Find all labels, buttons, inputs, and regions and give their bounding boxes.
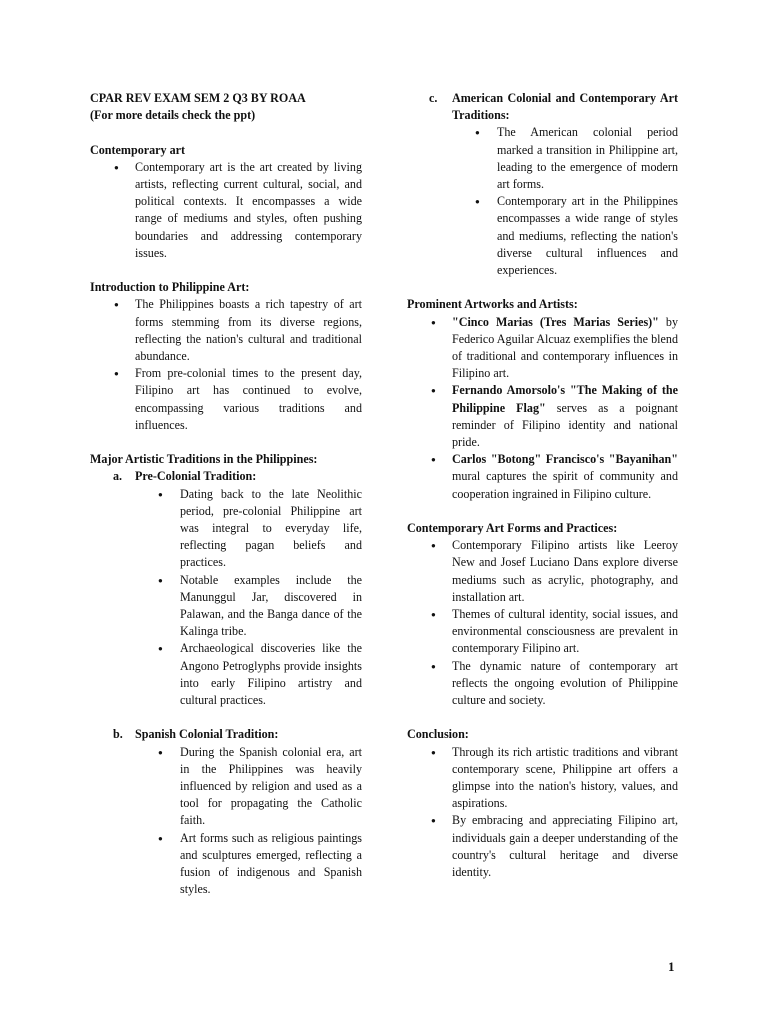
conclusion-list [407,744,678,882]
subsection-title: Pre-Colonial Tradition: [135,469,257,484]
subsection-label: b. [113,727,123,742]
section-heading-conclusion: Conclusion: [407,727,469,742]
list-item: ● By embracing and appreciating Filipino art, individuals gain a deeper understanding of the country's cultural heritage and diverse identity. [407,812,678,881]
section-heading-major: Major Artistic Traditions in the Philippines: [90,452,318,467]
section-heading-prominent: Prominent Artworks and Artists: [407,297,578,312]
contemporary-list [90,159,362,262]
right-column [407,90,678,881]
list-item [407,451,678,503]
artwork-description: mural captures the spirit of community and cooperation ingrained in Filipino culture. [452,469,678,501]
subsection-label: a. [113,469,123,484]
list-item: ● From pre-colonial times to the present day, Filipino art has continued to evolve, encompassing various traditions and influences. [90,365,362,434]
artwork-title: Fernando Amorsolo's "The Making of the Philippine Flag" [452,383,678,415]
subsection-c [407,90,678,124]
subsection-b [90,726,362,743]
artwork-description: serves as a poignant reminder of Filipino identity and national pride. [452,400,678,450]
list-item: ● The dynamic nature of contemporary art reflects the ongoing evolution of Philippine culture and society. [407,658,678,710]
left-column [90,90,362,898]
artwork-description: by Federico Aguilar Alcuaz exemplifies the blend of traditional and contemporary influences in Filipino art. [452,314,679,381]
list-item: ● Contemporary Filipino artists like Leeroy New and Josef Luciano Dans explore diverse mediums such as acrylic, photography, and installation art. [407,537,678,606]
list-item [407,314,678,383]
forms-list [407,537,678,709]
document-title: CPAR REV EXAM SEM 2 Q3 BY ROAA [90,91,306,105]
page-number: 1 [668,959,675,974]
list-item: ● Notable examples include the Manunggul Jar, discovered in Palawan, and the Banga dance of the Kalinga tribe. [90,572,362,641]
list-item: ● Themes of cultural identity, social issues, and environmental consciousness are prevalent in contemporary Filipino art. [407,606,678,658]
prominent-list [407,314,678,503]
subsection-title: American Colonial and Contemporary Art Traditions: [452,91,678,123]
list-item: ● Dating back to the late Neolithic period, pre-colonial Philippine art was integral to everyday life, reflecting pagan beliefs and practices. [90,486,362,572]
list-item: ● Contemporary art in the Philippines encompasses a wide range of styles and mediums, reflecting the nation's diverse cultural influences and experiences. [407,193,678,279]
section-heading-intro: Introduction to Philippine Art: [90,280,250,295]
artwork-title: Carlos "Botong" Francisco's "Bayanihan" [452,452,678,467]
list-item: ● Art forms such as religious paintings and sculptures emerged, reflecting a fusion of indigenous and Spanish styles. [90,830,362,899]
list-item: ● The Philippines boasts a rich tapestry of art forms stemming from its diverse regions, reflecting the nation's cultural and traditional abundance. [90,296,362,365]
pre-colonial-list [90,486,362,710]
american-colonial-list [407,124,678,279]
list-item: ● During the Spanish colonial era, art in the Philippines was heavily influenced by religion and used as a tool for propagating the Catholic faith. [90,744,362,830]
list-item: ● Contemporary art is the art created by living artists, reflecting current cultural, social, and political contexts. It encompasses a wide range of mediums and styles, often pushing boundaries and addressing contemporary issues. [90,159,362,262]
section-heading-forms: Contemporary Art Forms and Practices: [407,521,618,536]
list-item [407,382,678,451]
subsection-a [90,468,362,485]
artwork-title: "Cinco Marias (Tres Marias Series)" [452,314,659,329]
list-item: ● Through its rich artistic traditions and vibrant contemporary scene, Philippine art offers a glimpse into the nation's history, values, and aspirations. [407,744,678,813]
intro-list [90,296,362,434]
subsection-label: c. [429,91,438,105]
list-item: ● The American colonial period marked a transition in Philippine art, leading to the emergence of modern art forms. [407,124,678,193]
subsection-title: Spanish Colonial Tradition: [135,727,279,742]
section-heading-contemporary: Contemporary art [90,142,186,157]
list-item: ● Archaeological discoveries like the Angono Petroglyphs provide insights into early Filipino artistry and cultural practices. [90,640,362,709]
document-subtitle: (For more details check the ppt) [90,108,256,123]
spanish-colonial-list [90,744,362,899]
